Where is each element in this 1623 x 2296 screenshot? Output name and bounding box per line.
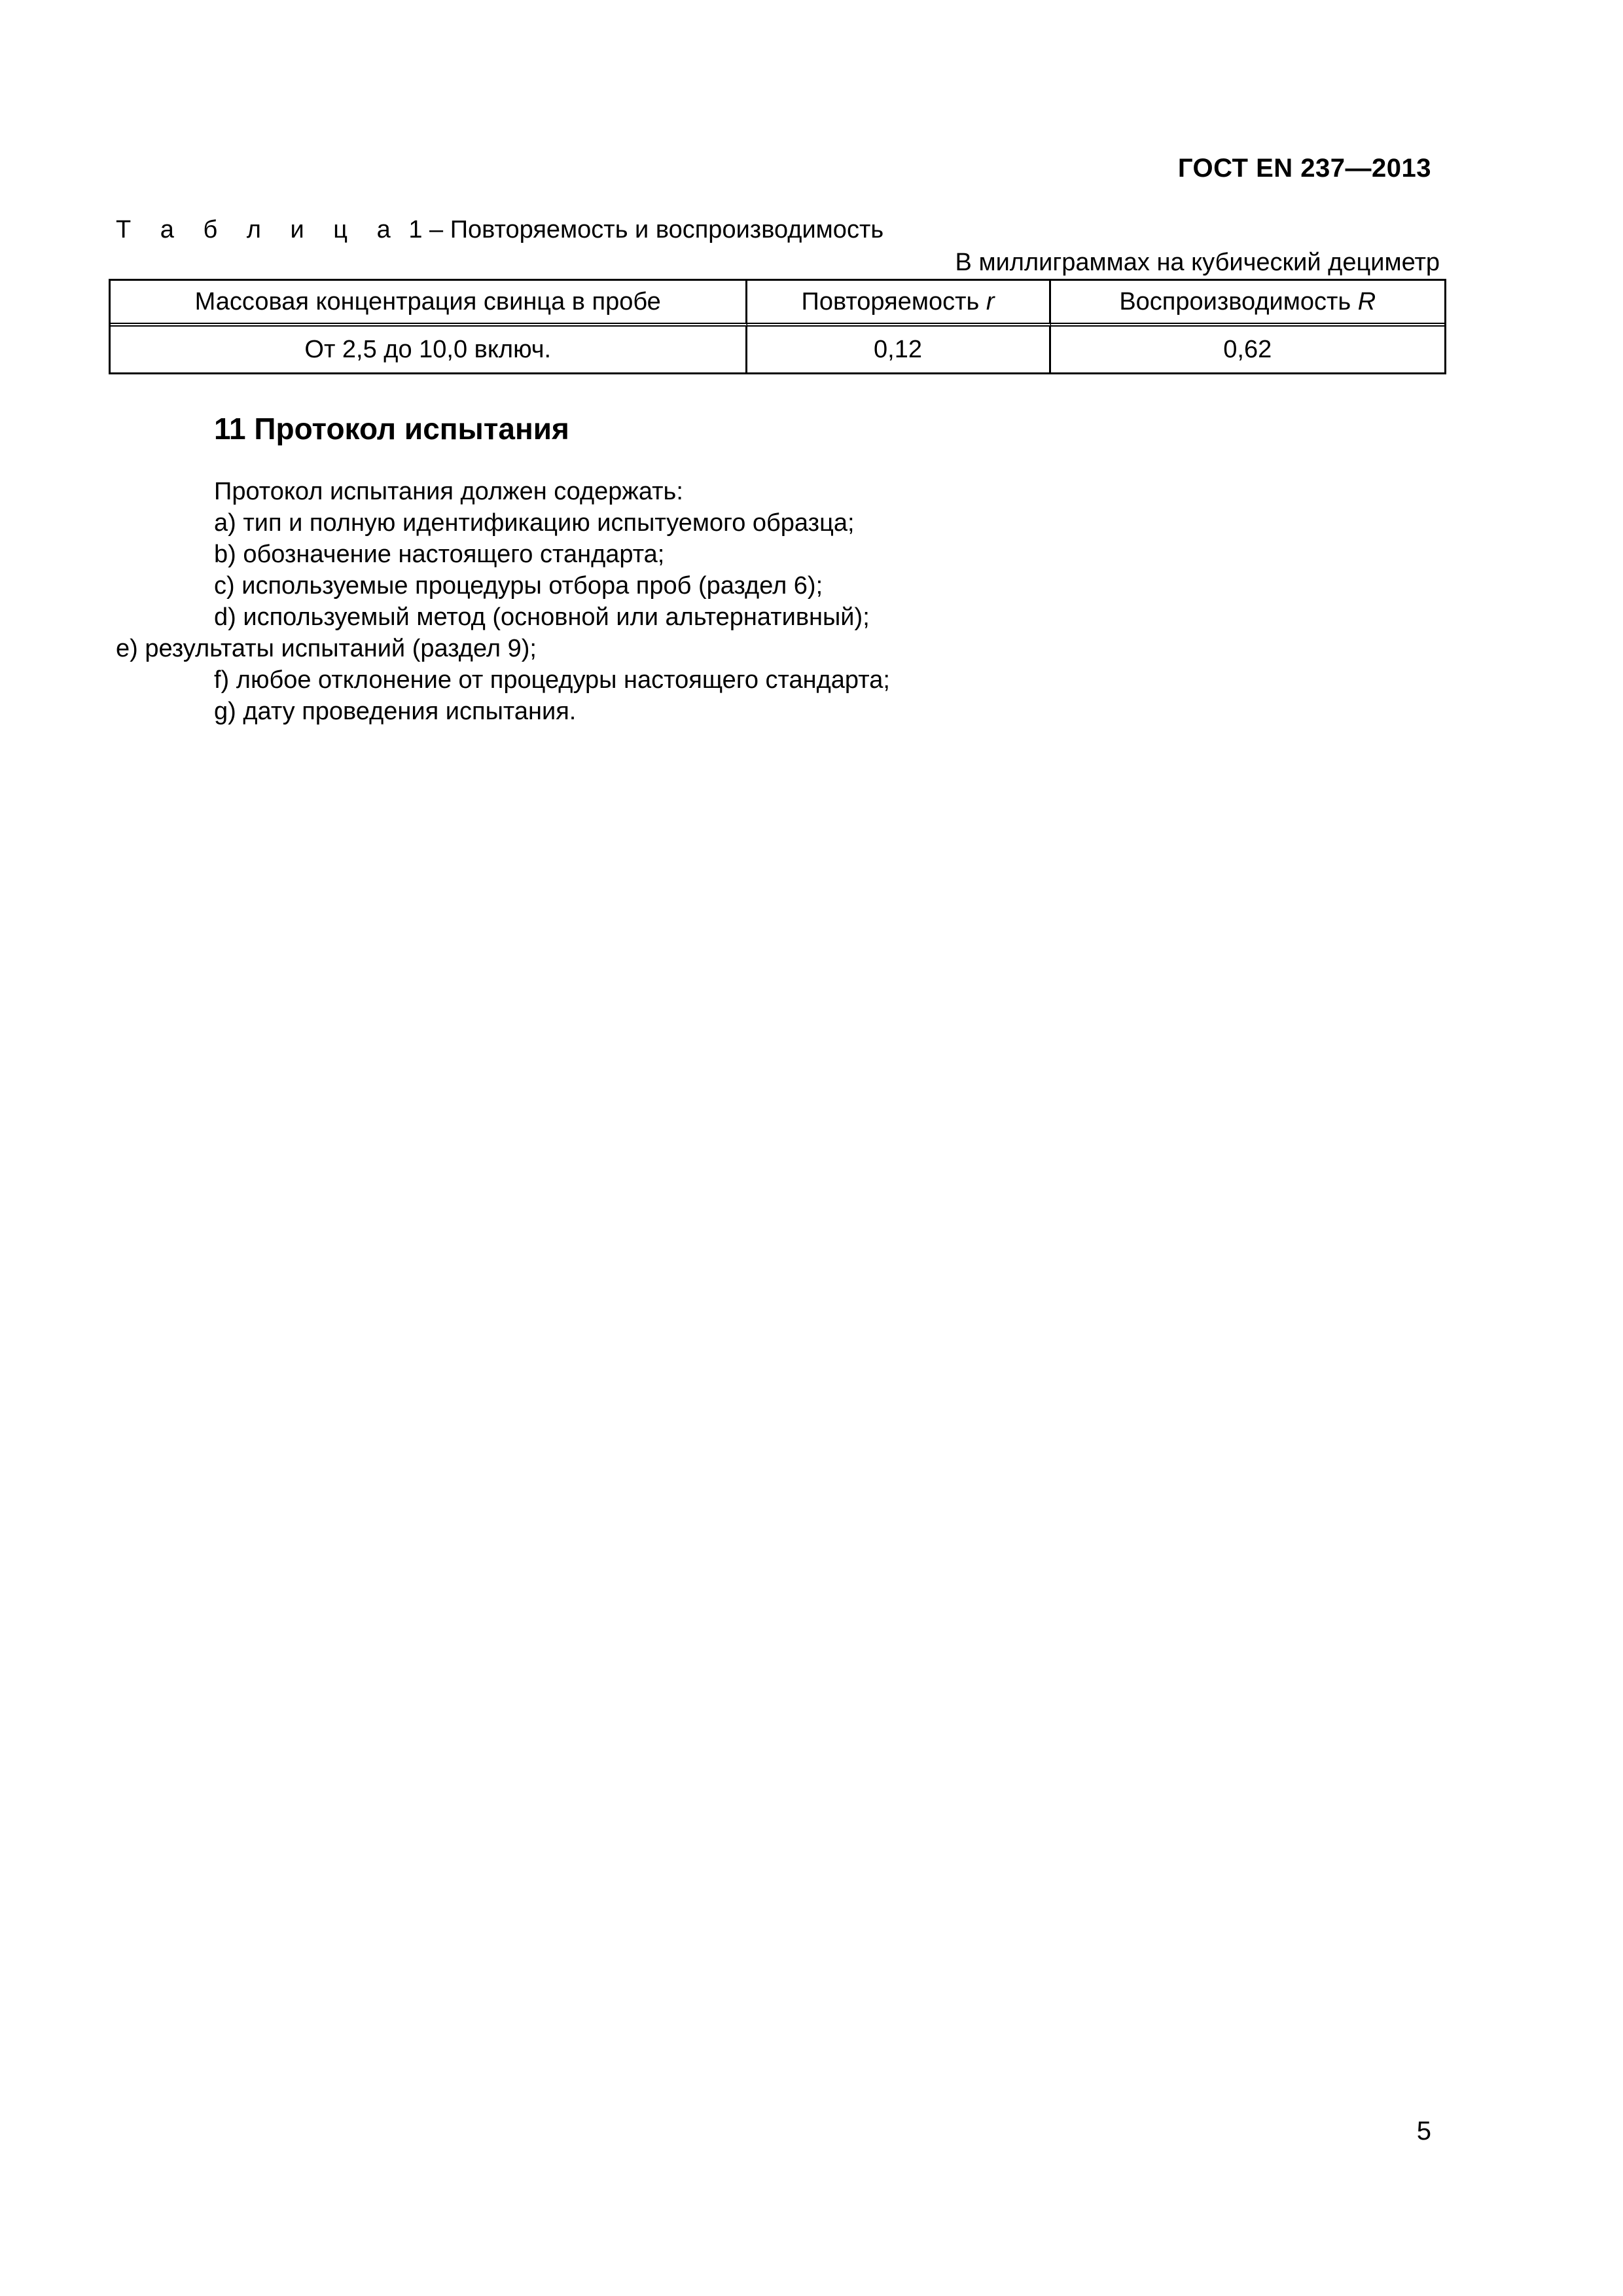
section-intro: Протокол испытания должен содержать: <box>214 478 683 505</box>
reproducibility-symbol: R <box>1357 287 1376 315</box>
table-caption-prefix: Т а б л и ц а <box>116 216 402 243</box>
page-number: 5 <box>1416 2117 1431 2145</box>
table-caption <box>116 216 883 244</box>
list-item: c) используемые процедуры отбора проб (раздел 6); <box>214 572 823 600</box>
repeatability-symbol: r <box>986 287 995 315</box>
reproducibility-label: Воспроизводимость <box>1119 287 1358 315</box>
column-header-concentration: Массовая концентрация свинца в пробе <box>111 281 747 327</box>
list-item: e) результаты испытаний (раздел 9); <box>116 635 537 662</box>
list-item: d) используемый метод (основной или альтернативный); <box>214 603 870 631</box>
cell-reproducibility: 0,62 <box>1223 335 1272 363</box>
cell-concentration: От 2,5 до 10,0 включ. <box>111 327 747 372</box>
section-heading: 11 Протокол испытания <box>214 412 569 446</box>
cell-repeatability: 0,12 <box>747 327 1051 372</box>
list-item: g) дату проведения испытания. <box>214 698 577 725</box>
table-header-row <box>111 281 1444 327</box>
table-caption-text: 1 – Повторяемость и воспроизводимость <box>401 216 884 243</box>
list-item: f) любое отклонение от процедуры настоящего стандарта; <box>214 666 890 694</box>
repeatability-label: Повторяемость <box>801 287 986 315</box>
document-code: ГОСТ EN 237—2013 <box>1177 154 1431 183</box>
list-item: b) обозначение настоящего стандарта; <box>214 541 665 568</box>
table-row <box>111 327 1444 372</box>
table-units: В миллиграммах на кубический дециметр <box>955 249 1440 276</box>
column-header-repeatability <box>747 281 1051 327</box>
column-header-reproducibility <box>1051 281 1444 327</box>
list-item: a) тип и полную идентификацию испытуемого образца; <box>214 509 855 537</box>
repeatability-table <box>109 279 1446 374</box>
